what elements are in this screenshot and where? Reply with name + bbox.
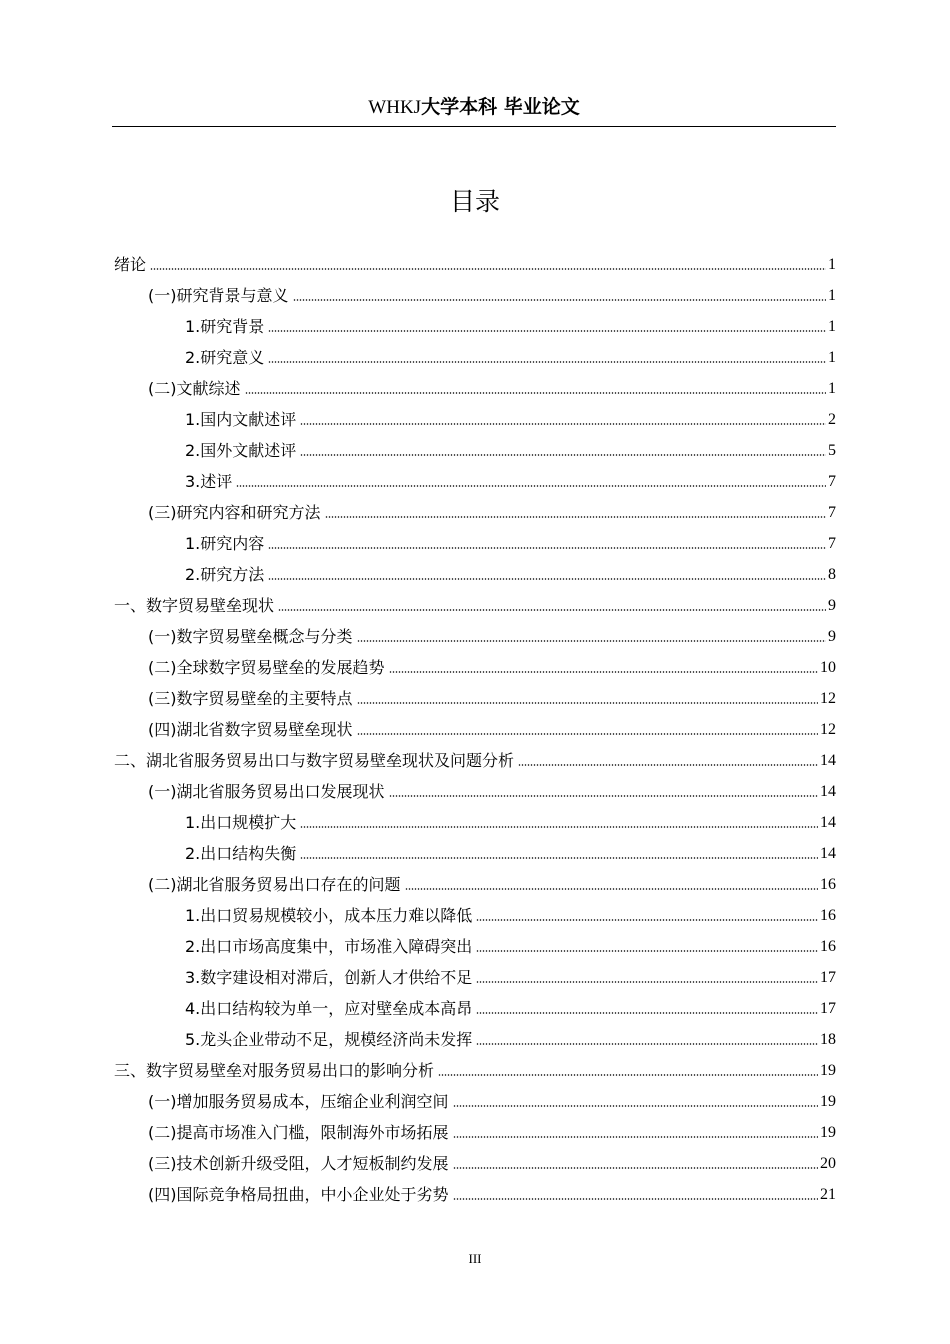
- toc-leader-dots: [357, 639, 827, 643]
- toc-entry-page: 9: [828, 597, 836, 614]
- toc-entry-title: (二)文献综述: [148, 379, 241, 398]
- toc-entry-title: 2.研究意义: [185, 348, 265, 367]
- toc-entry-title: 2.国外文献述评: [185, 441, 297, 460]
- toc-entry-page: 16: [820, 938, 836, 955]
- toc-entry-page: 5: [828, 442, 836, 459]
- toc-entry-title: (四)国际竞争格局扭曲，中小企业处于劣势: [148, 1185, 449, 1204]
- toc-entry-page: 2: [828, 411, 836, 428]
- header-latin: WHKJ: [368, 97, 422, 118]
- toc-leader-dots: [453, 1197, 819, 1201]
- toc-entry[interactable]: [114, 989, 836, 1020]
- toc-entry[interactable]: [114, 338, 836, 369]
- toc-entry[interactable]: [114, 648, 836, 679]
- toc-leader-dots: [268, 360, 826, 364]
- toc-entry-page: 1: [828, 380, 836, 397]
- toc-entry-page: 18: [820, 1031, 836, 1048]
- toc-entry-page: 8: [828, 566, 836, 583]
- toc-leader-dots: [453, 1166, 819, 1170]
- toc-leader-dots: [150, 267, 826, 271]
- toc-leader-dots: [476, 949, 818, 953]
- toc-entry[interactable]: [114, 834, 836, 865]
- toc-entry-title: (四)湖北省数字贸易壁垒现状: [148, 720, 353, 739]
- toc-entry[interactable]: [114, 524, 836, 555]
- toc-entry-page: 7: [828, 535, 836, 552]
- toc-entry-page: 7: [828, 473, 836, 490]
- toc-entry-title: 1.研究内容: [185, 534, 265, 553]
- toc-entry-title: (一)湖北省服务贸易出口发展现状: [148, 782, 385, 801]
- toc-entry-page: 9: [828, 628, 836, 645]
- toc-leader-dots: [268, 546, 826, 550]
- toc-entry[interactable]: [114, 896, 836, 927]
- toc-leader-dots: [357, 732, 819, 736]
- toc-entry-page: 19: [820, 1124, 836, 1141]
- toc-entry[interactable]: [114, 710, 836, 741]
- toc-entry-title: 2.研究方法: [185, 565, 265, 584]
- toc-leader-dots: [278, 608, 826, 612]
- toc-entry-page: 12: [820, 721, 836, 738]
- toc-entry[interactable]: [114, 245, 836, 276]
- toc-leader-dots: [357, 701, 819, 705]
- header-title: 大学本科 毕业论文: [421, 96, 580, 118]
- toc-entry-page: 1: [828, 287, 836, 304]
- toc-entry[interactable]: [114, 865, 836, 896]
- toc-entry[interactable]: [114, 1051, 836, 1082]
- toc-leader-dots: [300, 453, 826, 457]
- toc-title: 目录: [449, 187, 500, 216]
- toc-entry-title: 二、湖北省服务贸易出口与数字贸易壁垒现状及问题分析: [114, 751, 515, 770]
- toc-entry[interactable]: [114, 493, 836, 524]
- toc-leader-dots: [476, 980, 818, 984]
- toc-entry-page: 14: [820, 814, 836, 831]
- toc-entry-page: 1: [828, 318, 836, 335]
- toc-entry-title: 5.龙头企业带动不足，规模经济尚未发挥: [185, 1030, 473, 1049]
- toc-entry-page: 16: [820, 876, 836, 893]
- toc-entry-page: 14: [820, 783, 836, 800]
- toc-entry-title: (二)湖北省服务贸易出口存在的问题: [148, 875, 401, 894]
- page-number: III: [468, 1251, 482, 1266]
- toc-entry[interactable]: [114, 927, 836, 958]
- toc-leader-dots: [389, 670, 819, 674]
- toc-leader-dots: [453, 1104, 819, 1108]
- toc-leader-dots: [476, 1011, 818, 1015]
- toc-entry-title: 1.国内文献述评: [185, 410, 297, 429]
- toc-entry-page: 12: [820, 690, 836, 707]
- toc-entry[interactable]: [114, 772, 836, 803]
- toc-leader-dots: [236, 484, 826, 488]
- toc-entry-title: 绪论: [114, 255, 147, 274]
- toc-leader-dots: [389, 794, 819, 798]
- toc-entry[interactable]: [114, 555, 836, 586]
- toc-entry[interactable]: [114, 741, 836, 772]
- toc-entry-page: 7: [828, 504, 836, 521]
- toc-entry[interactable]: [114, 679, 836, 710]
- toc-leader-dots: [268, 329, 826, 333]
- toc-entry-title: (一)增加服务贸易成本，压缩企业利润空间: [148, 1092, 449, 1111]
- toc-entry-page: 20: [820, 1155, 836, 1172]
- toc-entry-title: 1.出口规模扩大: [185, 813, 297, 832]
- toc-leader-dots: [245, 391, 827, 395]
- toc-leader-dots: [300, 856, 818, 860]
- toc-leader-dots: [325, 515, 827, 519]
- toc-leader-dots: [405, 887, 819, 891]
- toc-entry-page: 17: [820, 969, 836, 986]
- toc-entry[interactable]: [114, 1144, 836, 1175]
- toc-leader-dots: [476, 918, 818, 922]
- toc-leader-dots: [518, 763, 818, 767]
- toc-leader-dots: [293, 298, 827, 302]
- toc-entry-page: 16: [820, 907, 836, 924]
- toc-entry[interactable]: [114, 276, 836, 307]
- toc-entry-page: 19: [820, 1093, 836, 1110]
- toc-leader-dots: [300, 422, 826, 426]
- toc-entry-title: 4.出口结构较为单一，应对壁垒成本高昂: [185, 999, 473, 1018]
- toc-leader-dots: [268, 577, 826, 581]
- toc-entry-title: 2.出口市场高度集中，市场准入障碍突出: [185, 937, 473, 956]
- toc-entry[interactable]: [114, 400, 836, 431]
- toc-entry[interactable]: [114, 307, 836, 338]
- toc-entry[interactable]: [114, 586, 836, 617]
- toc-leader-dots: [300, 825, 818, 829]
- toc-entry[interactable]: [114, 958, 836, 989]
- toc-entry-title: 一、数字贸易壁垒现状: [114, 596, 275, 615]
- toc-entry[interactable]: [114, 617, 836, 648]
- toc-entry-title: 2.出口结构失衡: [185, 844, 297, 863]
- toc-entry-page: 1: [828, 256, 836, 273]
- toc-entry-title: 三、数字贸易壁垒对服务贸易出口的影响分析: [114, 1061, 435, 1080]
- toc-entry[interactable]: [114, 1020, 836, 1051]
- toc-entry[interactable]: [114, 1175, 836, 1206]
- toc-entry-page: 1: [828, 349, 836, 366]
- toc-entry[interactable]: [114, 369, 836, 400]
- toc-entry-title: 3.述评: [185, 472, 233, 491]
- toc-entry-title: (二)全球数字贸易壁垒的发展趋势: [148, 658, 385, 677]
- page-header: [112, 92, 836, 127]
- toc-entry-title: 1.出口贸易规模较小，成本压力难以降低: [185, 906, 473, 925]
- toc-leader-dots: [453, 1135, 819, 1139]
- toc-leader-dots: [438, 1073, 818, 1077]
- toc-entry-title: (二)提高市场准入门槛，限制海外市场拓展: [148, 1123, 449, 1142]
- toc-entry[interactable]: [114, 462, 836, 493]
- toc-entry-title: (三)技术创新升级受阻，人才短板制约发展: [148, 1154, 449, 1173]
- toc-entry-page: 21: [820, 1186, 836, 1203]
- toc-entry-title: 3.数字建设相对滞后，创新人才供给不足: [185, 968, 473, 987]
- toc-entry-title: (一)数字贸易壁垒概念与分类: [148, 627, 353, 646]
- toc-entry[interactable]: [114, 431, 836, 462]
- toc-entry[interactable]: [114, 1113, 836, 1144]
- toc-entry-title: (一)研究背景与意义: [148, 286, 289, 305]
- toc-leader-dots: [476, 1042, 818, 1046]
- table-of-contents: [114, 245, 836, 1206]
- toc-entry-title: (三)研究内容和研究方法: [148, 503, 321, 522]
- toc-entry-page: 17: [820, 1000, 836, 1017]
- toc-entry-page: 19: [820, 1062, 836, 1079]
- toc-entry-page: 14: [820, 845, 836, 862]
- toc-entry[interactable]: [114, 803, 836, 834]
- toc-entry-page: 14: [820, 752, 836, 769]
- toc-entry-title: 1.研究背景: [185, 317, 265, 336]
- toc-entry[interactable]: [114, 1082, 836, 1113]
- toc-entry-page: 10: [820, 659, 836, 676]
- toc-entry-title: (三)数字贸易壁垒的主要特点: [148, 689, 353, 708]
